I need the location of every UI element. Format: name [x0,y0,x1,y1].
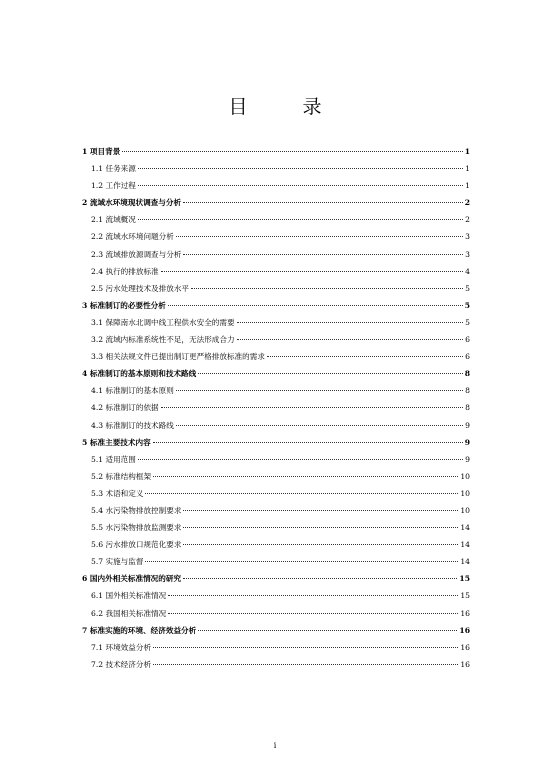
toc-chapter-entry[interactable] [82,570,470,587]
page-number: i [273,741,277,750]
toc-section-entry[interactable] [82,211,470,228]
toc-section-entry[interactable] [82,519,470,536]
toc-dot-leader [198,373,462,374]
toc-section-entry[interactable] [82,605,470,622]
toc-entry-page-number: 6 [465,352,470,362]
toc-dot-leader [237,322,464,323]
toc-entry-label: 5.7 实施与监督 [91,557,144,567]
toc-section-entry[interactable] [82,246,470,263]
toc-entry-label: 5.2 标准结构框架 [91,471,152,481]
toc-entry-page-number: 5 [464,300,470,310]
toc-chapter-entry[interactable] [82,365,470,382]
toc-dot-leader [191,288,463,289]
toc-entry-label: 7.1 环境效益分析 [91,642,152,652]
toc-chapter-entry[interactable] [82,622,470,639]
toc-section-entry[interactable] [82,160,470,177]
toc-dot-leader [176,236,463,237]
toc-entry-label: 2.2 流域水环境问题分析 [91,232,174,242]
toc-section-entry[interactable] [82,177,470,194]
toc-entry-page-number: 6 [465,335,470,345]
toc-dot-leader [198,630,457,631]
toc-entry-label: 4.1 标准制订的基本原则 [91,386,174,396]
toc-section-entry[interactable] [82,485,470,502]
toc-dot-leader [237,339,464,340]
toc-section-entry[interactable] [82,399,470,416]
toc-entry-label: 7.2 技术经济分析 [91,659,152,669]
toc-dot-leader [145,561,458,562]
toc-dot-leader [153,647,458,648]
toc-entry-page-number: 10 [460,505,470,515]
toc-entry-page-number: 15 [460,591,470,601]
toc-entry-label: 5.1 适用范围 [91,454,136,464]
toc-entry-page-number: 3 [465,249,470,259]
toc-section-entry[interactable] [82,451,470,468]
toc-section-entry[interactable] [82,536,470,553]
toc-entry-label: 6.2 我国相关标准情况 [91,608,167,618]
toc-entry-label: 5.3 术语和定义 [91,488,144,498]
toc-section-entry[interactable] [82,228,470,245]
toc-dot-leader [267,356,463,357]
toc-entry-label: 2 流域水环境现状调查与分析 [82,198,182,208]
toc-section-entry[interactable] [82,587,470,604]
toc-entry-page-number: 5 [465,283,470,293]
toc-dot-leader [138,459,463,460]
toc-dot-leader [183,544,458,545]
toc-entry-page-number: 16 [459,625,470,635]
toc-entry-label: 3 标准制订的必要性分析 [82,300,166,310]
toc-entry-label: 6.1 国外相关标准情况 [91,591,167,601]
toc-entry-page-number: 4 [465,266,470,276]
toc-section-entry[interactable] [82,639,470,656]
toc-dot-leader [153,476,458,477]
toc-entry-page-number: 2 [465,215,470,225]
toc-dot-leader [168,305,463,306]
toc-dot-leader [168,595,458,596]
toc-chapter-entry[interactable] [82,434,470,451]
toc-dot-leader [183,510,458,511]
toc-section-entry[interactable] [82,468,470,485]
toc-entry-page-number: 5 [465,317,470,327]
toc-section-entry[interactable] [82,502,470,519]
toc-dot-leader [153,442,463,443]
toc-dot-leader [183,202,463,203]
toc-section-entry[interactable] [82,553,470,570]
toc-entry-page-number: 1 [465,164,470,174]
toc-entry-label: 5.6 污水排放口规范化要求 [91,540,182,550]
toc-dot-leader [176,390,463,391]
toc-entry-label: 3.2 流域内标准系统性不足，无法形成合力 [91,335,235,345]
toc-dot-leader [138,185,463,186]
toc-section-entry[interactable] [82,348,470,365]
toc-entry-label: 1.2 工作过程 [91,181,136,191]
toc-dot-leader [122,151,462,152]
toc-entry-page-number: 8 [465,403,470,413]
page-title: 目 录 [228,96,340,118]
toc-chapter-entry[interactable] [82,194,470,211]
toc-entry-label: 5.4 水污染物排放控制要求 [91,505,182,515]
toc-entry-page-number: 9 [465,420,470,430]
toc-entry-page-number: 9 [465,454,470,464]
toc-entry-label: 2.5 污水处理技术及排放水平 [91,283,190,293]
toc-entry-page-number: 14 [460,523,470,533]
toc-entry-page-number: 16 [460,642,470,652]
toc-dot-leader [138,168,463,169]
toc-entry-page-number: 16 [460,608,470,618]
toc-entry-page-number: 8 [465,386,470,396]
toc-entry-page-number: 14 [460,540,470,550]
toc-dot-leader [183,578,457,579]
toc-dot-leader [145,493,458,494]
toc-entry-label: 3.3 相关法规文件已提出制订更严格排放标准的需求 [91,352,265,362]
toc-entry-label: 3.1 保障南水北调中线工程供水安全的需要 [91,317,235,327]
toc-entry-page-number: 1 [464,147,470,156]
toc-entry-label: 4.2 标准制订的依据 [91,403,159,413]
toc-dot-leader [138,219,463,220]
toc-section-entry[interactable] [82,382,470,399]
toc-entry-page-number: 8 [464,369,470,379]
toc-dot-leader [183,527,458,528]
toc-section-entry[interactable] [82,417,470,434]
toc-dot-leader [161,271,464,272]
toc-entry-page-number: 10 [460,488,470,498]
toc-dot-leader [153,664,458,665]
toc-section-entry[interactable] [82,314,470,331]
toc-entry-page-number: 9 [464,437,470,447]
toc-entry-label: 2.1 流域概况 [91,215,136,225]
toc-entry-page-number: 15 [459,574,470,584]
toc-dot-leader [176,425,463,426]
toc-section-entry[interactable] [82,280,470,297]
toc-entry-label: 7 标准实施的环境、经济效益分析 [82,625,197,635]
toc-entry-label: 4.3 标准制订的技术路线 [91,420,174,430]
toc-entry-label: 1.1 任务来源 [91,164,136,174]
toc-entry-label: 5.5 水污染物排放监测要求 [91,523,182,533]
toc-entry-page-number: 1 [465,181,470,191]
toc-entry-page-number: 2 [464,198,470,208]
toc-section-entry[interactable] [82,263,470,280]
toc-entry-label: 4 标准制订的基本原则和技术路线 [82,369,197,379]
toc-entry-page-number: 3 [465,232,470,242]
toc-entry-label: 2.4 执行的排放标准 [91,266,159,276]
toc-entry-page-number: 10 [460,471,470,481]
toc-section-entry[interactable] [82,656,470,673]
toc-entry-page-number: 16 [460,659,470,669]
toc-section-entry[interactable] [82,331,470,348]
toc-entry-page-number: 14 [460,557,470,567]
table-of-contents [82,143,470,673]
toc-entry-label: 5 标准主要技术内容 [82,437,151,447]
toc-entry-label: 1 项目背景 [82,147,121,156]
toc-entry-label: 2.3 流域排放源调查与分析 [91,249,182,259]
toc-dot-leader [161,407,464,408]
toc-chapter-entry[interactable] [82,143,470,160]
toc-entry-label: 6 国内外相关标准情况的研究 [82,574,182,584]
toc-dot-leader [168,613,458,614]
toc-chapter-entry[interactable] [82,297,470,314]
toc-dot-leader [183,254,463,255]
